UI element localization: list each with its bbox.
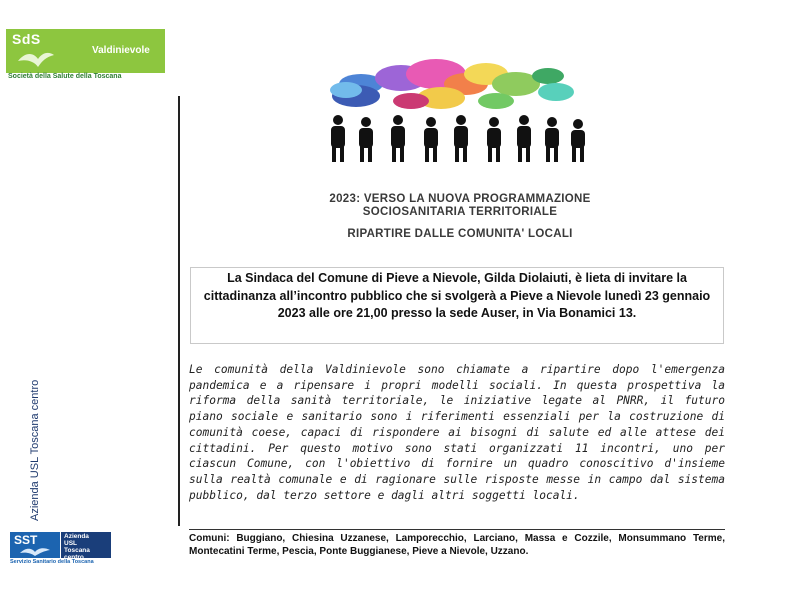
title-line-3: RIPARTIRE DALLE COMUNITA' LOCALI bbox=[347, 228, 573, 240]
speech-bubbles-icon bbox=[330, 59, 574, 109]
sst-ausl-logo bbox=[10, 532, 112, 568]
body-paragraph: Le comunità della Valdinievole sono chiamate a ripartire dopo l'emergenza pandemica e a ripensare i propri modelli sociali. In questa prospettiva la riforma della sanità territoriale, le iniziative legate al PNRR, il futuro piano sociale e sanitario sono i riferimenti essenziali per la costruzione di comunità coese, capaci di rispondere ai bisogni di salute ed alle attese dei cittadini. Per questo motivo sono stati organizzati 11 incontri, uno per ciascun Comune, con l'obiettivo di fornire un quadro conoscitivo d'insieme sulla realtà comunale e di ragionare sulle risposte messe in campo dal sistema pubblico, dal terzo settore e dagli altri soggetti locali. bbox=[189, 363, 725, 502]
ausl-logo-line: Toscana bbox=[64, 547, 90, 554]
ausl-vertical-text: Azienda USL Toscana centro bbox=[29, 379, 41, 521]
sds-logo-mark: SdS bbox=[12, 31, 41, 47]
sst-logo-subtitle: Servizio Sanitario della Toscana bbox=[10, 559, 94, 565]
footer-divider bbox=[189, 529, 725, 530]
ausl-logo-line: Azienda bbox=[64, 533, 89, 540]
title-line-2: SOCIOSANITARIA TERRITORIALE bbox=[362, 206, 558, 218]
ausl-logo-line: USL bbox=[64, 540, 77, 547]
title-line-1: 2023: VERSO LA NUOVA PROGRAMMAZIONE bbox=[329, 193, 591, 205]
people-talking-illustration bbox=[316, 56, 600, 168]
sst-logo-box bbox=[10, 532, 60, 558]
sst-logo-mark: SST bbox=[14, 533, 38, 547]
sds-logo-box bbox=[6, 29, 165, 73]
bird-icon bbox=[16, 47, 56, 69]
ausl-logo-line: centro bbox=[64, 554, 84, 561]
vertical-divider bbox=[178, 96, 180, 526]
ausl-logo-box bbox=[61, 532, 111, 561]
silhouettes-icon bbox=[331, 115, 585, 162]
sds-valdinievole-logo bbox=[6, 29, 165, 81]
document-title bbox=[190, 193, 730, 241]
sds-logo-name: Valdinievole bbox=[92, 45, 150, 56]
comuni-list: Comuni: Buggiano, Chiesina Uzzanese, Lamporecchio, Larciano, Massa e Cozzile, Monsummano Terme, Montecatini Terme, Pescia, Ponte Buggianese, Pieve a Nievole, Uzzano. bbox=[189, 533, 725, 557]
invitation-text: La Sindaca del Comune di Pieve a Nievole, Gilda Diolaiuti, è lieta di invitare la cittadinanza all’incontro pubblico che si svolgerà a Pieve a Nievole lunedì 23 gennaio 2023 alle ore 21,00 presso la sede Auser, in Via Bonamici 13. bbox=[203, 271, 711, 320]
invitation-box bbox=[190, 267, 724, 344]
sds-logo-subtitle: Società della Salute della Toscana bbox=[8, 73, 122, 80]
bird-icon bbox=[18, 545, 52, 557]
